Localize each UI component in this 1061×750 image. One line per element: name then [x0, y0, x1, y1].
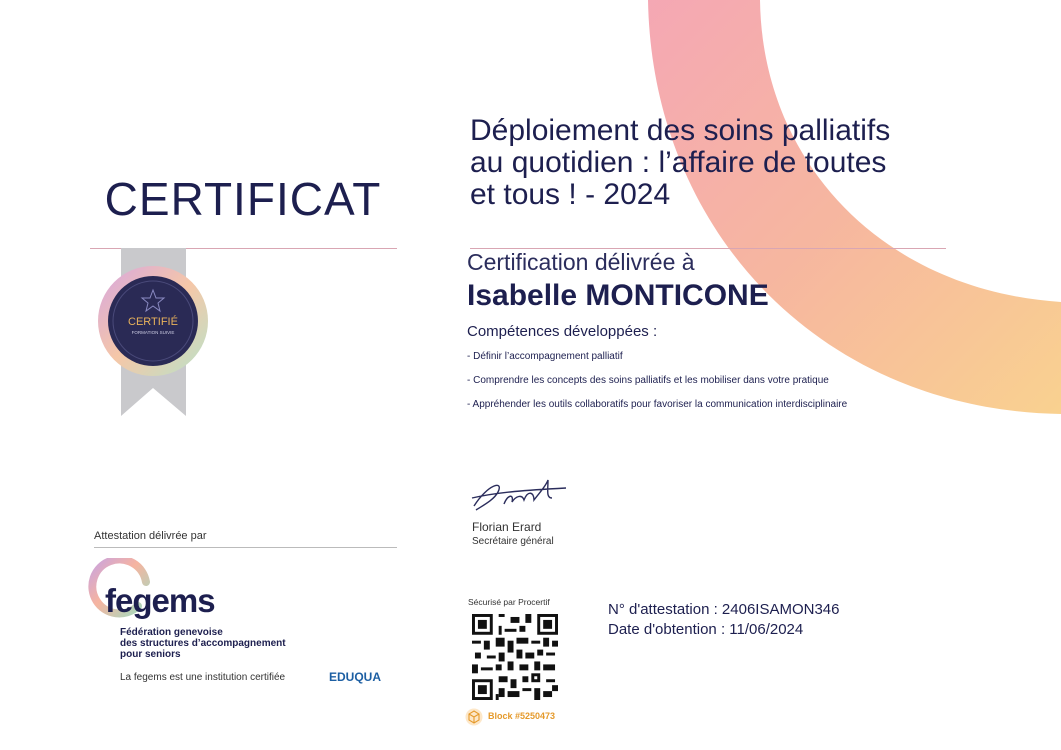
blockchain-cube-icon — [465, 708, 483, 726]
block-number[interactable]: Block #5250473 — [488, 711, 556, 721]
competences-title: Compétences développées : — [467, 323, 658, 340]
certificate-label: CERTIFICAT — [104, 173, 382, 225]
badge-main-label: CERTIFIÉ — [128, 316, 178, 328]
secured-by-label: Sécurisé par Procertif — [468, 597, 550, 607]
certified-institution-text: La fegems est une institution certifiée — [120, 672, 286, 683]
fegems-name-line: Fédération genevoise — [120, 627, 223, 638]
eduqua-logo — [329, 670, 381, 684]
fegems-name-line: des structures d’accompagnement — [120, 638, 286, 649]
course-title — [470, 115, 940, 211]
eduqua-logo-text: EDUQUA — [329, 670, 382, 684]
signatory-name: Florian Erard — [472, 520, 542, 534]
obtention-date: Date d'obtention : 11/06/2024 — [608, 621, 804, 638]
recipient-name: Isabelle MONTICONE — [467, 279, 769, 312]
course-title-line: et tous ! - 2024 — [470, 178, 671, 211]
signatory-role: Secrétaire général — [472, 536, 554, 547]
fegems-full-name — [120, 627, 320, 660]
certified-badge — [98, 248, 210, 418]
competence-item: - Comprendre les concepts des soins palliatifs et les mobiliser dans votre pratique — [467, 375, 829, 386]
handwritten-signature — [468, 476, 572, 518]
badge-sub-label: FORMATION SUIVIE — [131, 330, 175, 335]
attestation-number: N° d'attestation : 2406ISAMON346 — [608, 601, 840, 618]
fegems-logo-text: fegems — [105, 582, 215, 619]
competence-item: - Définir l’accompagnement palliatif — [467, 351, 623, 362]
qr-code[interactable] — [472, 614, 558, 700]
competence-item: - Appréhender les outils collaboratifs pour favoriser la communication interdisciplinaire — [467, 399, 848, 410]
divider-issuer — [94, 547, 397, 548]
course-title-line: Déploiement des soins palliatifs — [470, 114, 891, 147]
course-title-line: au quotidien : l’affaire de toutes — [470, 146, 887, 179]
delivered-by-label: Attestation délivrée par — [94, 530, 207, 542]
delivered-to-label: Certification délivrée à — [467, 249, 695, 275]
fegems-name-line: pour seniors — [120, 649, 181, 660]
